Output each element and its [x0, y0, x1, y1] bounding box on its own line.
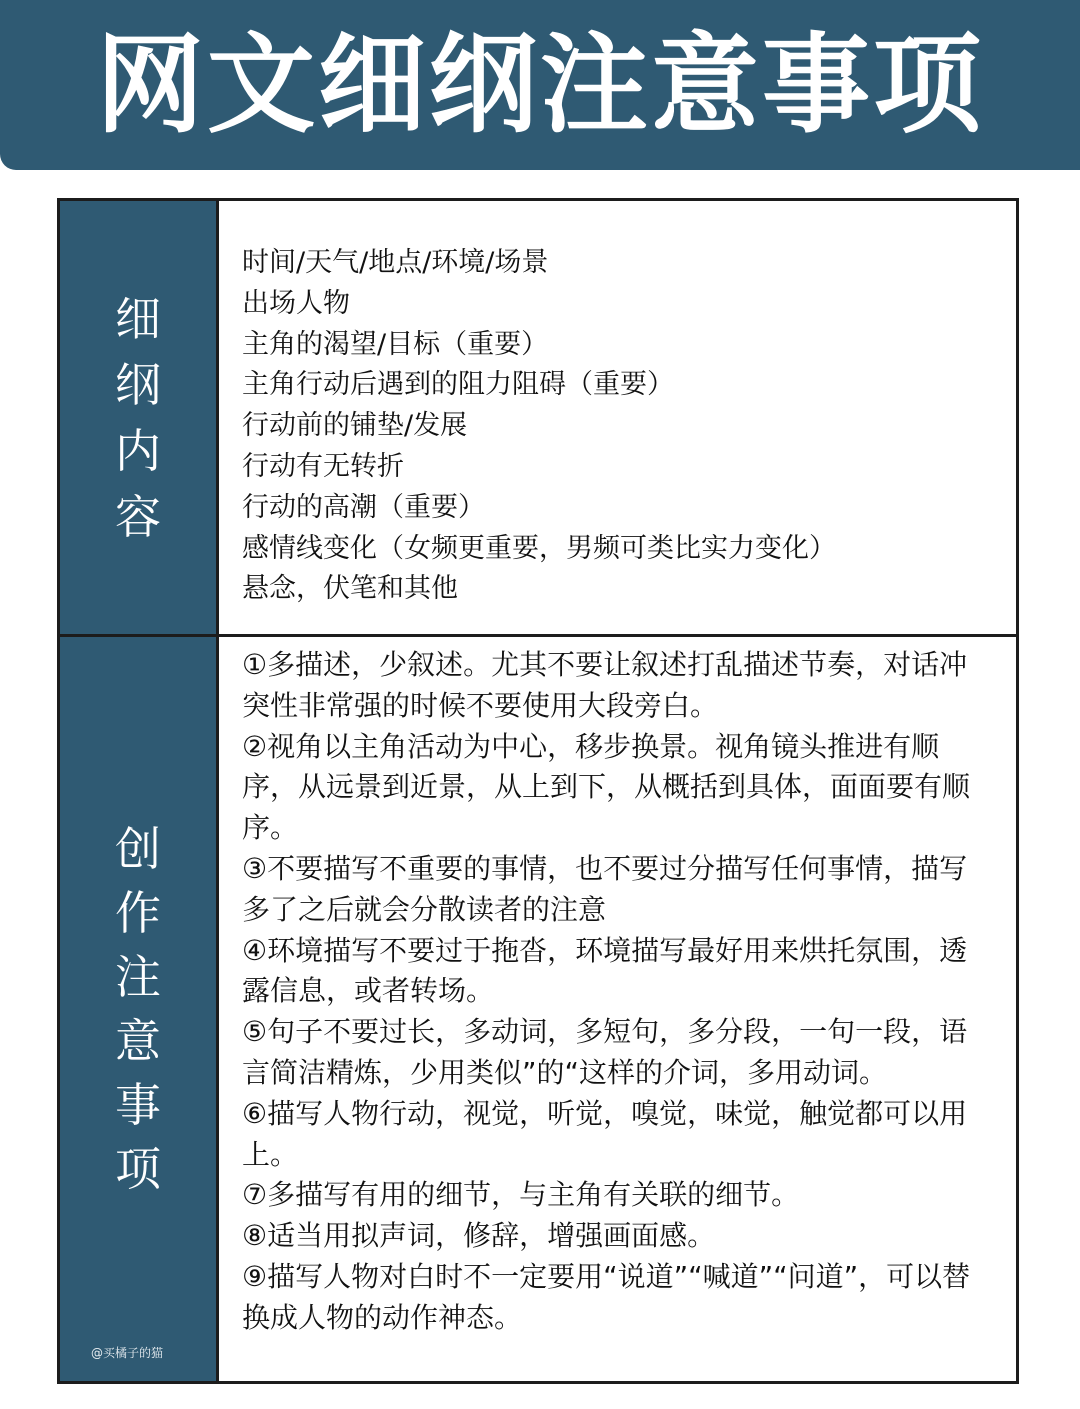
content-table [57, 198, 1019, 1384]
title-banner [0, 0, 1080, 170]
page-title: 网文细纲注意事项 [95, 23, 984, 148]
list-item: ①多描述，少叙述。尤其不要让叙述打乱描述节奏，对话冲突性非常强的时候不要使用大段旁白。 [242, 648, 968, 722]
list-item: ③不要描写不重要的事情，也不要过分描写任何事情，描写多了之后就会分散读者的注意 [242, 851, 968, 926]
row-label-cell [60, 201, 219, 634]
list-item: 时间/天气/地点/环境/场景 [242, 247, 549, 278]
list-item: ⑨描写人物对白时不一定要用“说道”“喊道”“问道”，可以替换成人物的动作神态。 [242, 1259, 971, 1334]
row-label-notes: 创作注意事项 [115, 822, 161, 1196]
list-item: 行动的高潮（重要） [242, 491, 485, 523]
watermark: @买橘子的猫 [91, 1346, 164, 1360]
list-item: 出场人物 [242, 287, 350, 319]
list-item: 主角的渴望/目标（重要） [242, 328, 549, 360]
list-item: ②视角以主角活动为中心，移步换景。视角镜头推进有顺序，从远景到近景，从上到下，从概括到具体，面面要有顺序。 [242, 729, 971, 845]
table-row-outline [60, 201, 1016, 637]
notes-list [242, 645, 977, 1339]
list-item: 行动有无转折 [242, 450, 404, 482]
table-row-notes [60, 637, 1016, 1381]
list-item: ⑥描写人物行动，视觉，听觉，嗅觉，味觉，触觉都可以用上。 [242, 1096, 968, 1171]
list-item: 悬念，伏笔和其他 [242, 573, 458, 605]
list-item: ⑧适当用拟声词，修辞，增强画面感。 [242, 1219, 716, 1253]
row-label-cell [60, 637, 219, 1381]
list-item: 行动前的铺垫/发展 [242, 410, 468, 442]
list-item: ④环境描写不要过于拖沓，环境描写最好用来烘托氛围，透露信息，或者转场。 [242, 933, 968, 1008]
list-item: 主角行动后遇到的阻力阻碍（重要） [242, 369, 674, 401]
list-item: ⑦多描写有用的细节，与主角有关联的细节。 [242, 1178, 800, 1212]
list-item: 感情线变化（女频更重要，男频可类比实力变化） [242, 532, 836, 564]
row-label-outline: 细纲内容 [115, 291, 161, 544]
outline-list [242, 243, 836, 610]
list-item: ⑤句子不要过长，多动词，多短句，多分段，一句一段，语言简洁精炼，少用类似”的“这样的介词，多用动词。 [242, 1015, 968, 1089]
